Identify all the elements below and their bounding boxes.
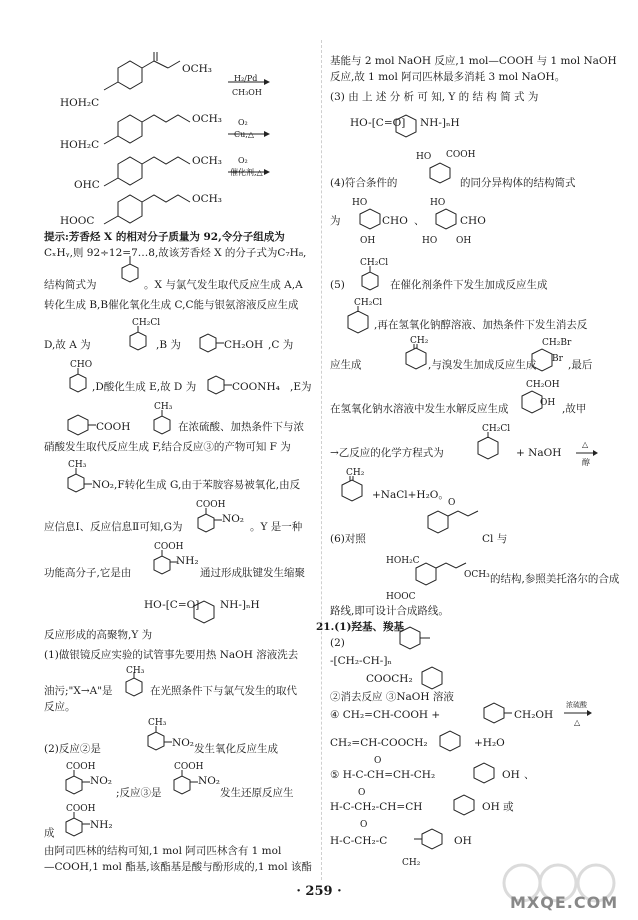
q21-answer-5b-end: OH 或 <box>482 801 514 813</box>
benzaldehyde-structure <box>64 368 94 398</box>
q21-benzyl-alcohol-ring <box>480 700 516 728</box>
isomer1-cho: CHO <box>382 215 408 227</box>
q21-cooch2: COOCH₂ <box>366 673 413 685</box>
reagent-catalyst: 催化剂,△ <box>230 168 263 177</box>
hint-line-2: CₓHᵧ,则 92÷12=7…8,故该芳香烃 X 的分子式为C₇H₈, <box>44 247 307 259</box>
answer-5-line-3c: ,最后 <box>568 359 593 371</box>
answer-2-line-4: 由阿司匹林的结构可知,1 mol 阿司匹林含有 1 mol <box>44 845 282 857</box>
watermark-text: MXQE.COM <box>510 893 619 912</box>
a-ch2cl-label: CH₂Cl <box>132 318 161 328</box>
para-line-3b: 。X 与氯气发生取代反应生成 A,A <box>144 279 303 291</box>
answer-2-line-5: —COOH,1 mol 酯基,该酯基是酸与酚形成的,1 mol 该酯 <box>44 861 312 873</box>
para-line-8: 硝酸发生取代反应生成 F,结合反应③的产物可知 F 为 <box>44 441 291 453</box>
page-number: · 259 · <box>296 884 342 899</box>
e-cooh-label: COOH <box>96 421 131 433</box>
answer-5-line-3b: ,与溴发生加成反应生成 <box>428 359 537 371</box>
part5-benzyl-chloride <box>356 266 386 294</box>
g-no2-label: NO₂ <box>222 513 245 525</box>
answer-2-line-3: 成 <box>44 827 55 839</box>
eq-product <box>336 476 370 506</box>
para-line-5b: ,B 为 <box>156 339 181 351</box>
y-polymer-left: HO-[C=O] <box>350 117 406 129</box>
och3-label-2: OCH₃ <box>192 113 223 125</box>
r3-reactant-no2: NO₂ <box>198 775 221 787</box>
r3-reactant-cooh: COOH <box>174 762 204 772</box>
q21-answer-1: 21.(1)羟基、羧基 <box>316 621 405 633</box>
answer-1-line-2b: 在光照条件下与氯气发生的取代 <box>150 685 297 697</box>
q21-polymer-main: -[CH₂-CH-]ₙ <box>330 655 392 667</box>
eq-ch2cl-label: CH₂Cl <box>482 424 511 434</box>
q21-5a-sep: 、 <box>524 769 535 781</box>
q21-5a-o: O <box>374 756 382 766</box>
q21-5b-o: O <box>358 788 366 798</box>
ohc-label: OHC <box>74 179 100 191</box>
answer-4-line-1: (4)符合条件的 <box>330 177 398 189</box>
right-line-1: 基能与 2 mol NaOH 反应,1 mol—COOH 与 1 mol NaOH <box>330 55 617 67</box>
answer-3-line-1: (3) 由 上 述 分 析 可 知, Y 的 结 构 简 式 为 <box>330 91 539 103</box>
toluene-structure-2 <box>148 410 178 440</box>
eq-product-ch2: CH₂ <box>346 468 365 478</box>
polymer-ring <box>190 598 220 632</box>
g-cooh-label: COOH <box>196 500 226 510</box>
answer-1-line-3: 反应。 <box>44 701 76 713</box>
q21-answer-5b: H-C-CH₂-CH=CH <box>330 801 423 813</box>
answer-5-line-4b: ,故甲 <box>562 403 587 415</box>
benzyl-alcohol-ring <box>196 330 226 356</box>
cyclohexyl-ch2cl-label: CH₂Cl <box>354 298 383 308</box>
part6-chloroketone <box>408 508 528 538</box>
och3-label-1: OCH₃ <box>182 63 213 75</box>
f-no2-label: NO₂ <box>92 479 115 491</box>
q21-5a-ring <box>468 760 504 788</box>
q21-answer-4a: ④ CH₂=CH-COOH + <box>330 709 441 721</box>
answer-5-line-5: →乙反应的化学方程式为 <box>330 447 444 459</box>
answer-5-line-1: (5) <box>330 279 345 291</box>
toluene-ch3-label: CH₃ <box>154 402 173 412</box>
reagent-ch3oh: CH₃OH <box>232 88 262 97</box>
answer-2-line-1b: 发生氧化反应生成 <box>194 743 278 755</box>
och3-label-4: OCH₃ <box>192 193 223 205</box>
answer-5-line-5b: + NaOH <box>516 447 562 459</box>
answer-2-line-1: (2)反应②是 <box>44 743 101 755</box>
isomer2-cho: CHO <box>460 215 486 227</box>
monomer-cooh-label: COOH <box>154 542 184 552</box>
q21-5b-ring <box>448 792 484 820</box>
dibromide-ch2br: CH₂Br <box>542 338 572 348</box>
answer-1-line-1: (1)做银镜反应实验的试管事先要用热 NaOH 溶液洗去 <box>44 649 299 661</box>
reagent-cu: Cu,△ <box>234 130 254 139</box>
diol-oh: OH <box>540 398 556 408</box>
para-line-12: 反应形成的高聚物,Y 为 <box>44 629 153 641</box>
q21-ester-ring <box>434 728 470 756</box>
q21-tolyl-ring <box>390 624 450 654</box>
y-polymer-right: NH-]ₙH <box>420 117 460 129</box>
q21-answer-4b: CH₂OH <box>514 709 554 721</box>
r3-product-nh2: NH₂ <box>90 819 113 831</box>
para-line-3: 结构简式为 <box>44 279 97 291</box>
isomer-separator: 、 <box>414 215 425 227</box>
q21-5c-o: O <box>360 820 368 830</box>
b-ch2oh-label: CH₂OH <box>224 339 264 351</box>
para-line-9: ,F转化生成 G,由于苯胺容易被氧化,由反 <box>114 479 301 491</box>
right-line-2: 反应,故 1 mol 阿司匹林最多消耗 3 mol NaOH。 <box>330 71 566 83</box>
isomer2-ho-bottom: HO <box>422 236 438 246</box>
para-line-11b: 通过形成肽键发生缩聚 <box>200 567 305 579</box>
r2-ch3-label: CH₃ <box>148 718 167 728</box>
para-line-10b: 。Y 是一种 <box>250 521 303 533</box>
q21-5c-ch2: CH₂ <box>402 858 421 868</box>
q21-answer-2b: ②消去反应 ③NaOH 溶液 <box>330 691 454 703</box>
para-line-10: 应信息Ⅰ、反应信息Ⅱ可知,G为 <box>44 521 183 533</box>
reagent-o2-a: O₂ <box>238 118 248 127</box>
ammonium-benzoate-ring <box>204 372 234 398</box>
answer-5-line-4: 在氢氧化钠水溶液中发生水解反应生成 <box>330 403 509 415</box>
isomer1-oh-bottom: OH <box>360 236 376 246</box>
toluene-structure-1 <box>116 256 146 286</box>
eq-cond-bot: 醇 <box>582 458 590 467</box>
r3-product-cooh: COOH <box>66 804 96 814</box>
d-coonh4-label: COONH₄ <box>232 381 280 393</box>
polymer-right: NH-]ₙH <box>220 599 260 611</box>
c-cho-label: CHO <box>70 360 93 370</box>
part5-ch2cl-label: CH₂Cl <box>360 258 389 268</box>
q21-5c-oh: OH <box>454 835 472 847</box>
answer-5-line-2: ,再在氢氧化钠醇溶液、加热条件下发生消去反 <box>374 319 588 331</box>
cyclohexylmethyl-chloride <box>340 306 374 338</box>
answer-2-line-2: ;反应③是 <box>116 787 162 799</box>
para-line-5a: D,故 A 为 <box>44 339 91 351</box>
para-line-7: 在浓硫酸、加热条件下与浓 <box>178 421 304 433</box>
part6-hoh2c: HOH₂C <box>386 556 420 566</box>
eq-reactant <box>472 432 506 464</box>
x-ch3-label: CH₃ <box>126 666 145 676</box>
column-divider <box>321 40 322 880</box>
part6-och3: OCH₃ <box>464 570 490 580</box>
r2-product-no2: NO₂ <box>90 775 113 787</box>
answer-2-line-2b: 发生还原反应生 <box>220 787 294 799</box>
reagent-h2pd: H₂/Pd <box>234 74 258 83</box>
answer-5-line-1b: 在催化剂条件下发生加成反应生成 <box>390 279 548 291</box>
part6-hooc: HOOC <box>386 592 416 602</box>
answer-4-line-2: 为 <box>330 215 341 227</box>
answer-6-line-2: 的结构,参照美托洛尔的合成 <box>490 573 620 585</box>
salicylic-acid-structure <box>426 160 460 188</box>
f-ch3-label: CH₃ <box>68 460 87 470</box>
polymer-left: HO-[C=O] <box>144 599 200 611</box>
answer-5-line-3: 应生成 <box>330 359 362 371</box>
answer-6-line-3: 路线,即可设计合成路线。 <box>330 605 449 617</box>
och3-label-3: OCH₃ <box>192 155 223 167</box>
isomer1-ho-top: HO <box>352 198 368 208</box>
q21-5c-ring <box>414 826 454 854</box>
q21-answer-4c: CH₂=CH-COOCH₂ <box>330 737 428 749</box>
hooc-label: HOOC <box>60 215 95 227</box>
q21-cond-top: 浓硫酸 <box>566 701 587 709</box>
hoh2c-label-1: HOH₂C <box>60 97 100 109</box>
para-line-6b: ,E为 <box>290 381 312 393</box>
answer-6-line-1: (6)对照 <box>330 533 366 545</box>
q21-answer-5c: H-C-CH₂-C <box>330 835 388 847</box>
answer-6-line-1b: Cl 与 <box>482 533 508 545</box>
eq-cond-top: △ <box>582 440 589 449</box>
toluene-structure-3 <box>120 672 150 700</box>
q21-cond-bot: △ <box>574 718 581 727</box>
alkene-ch2-label: CH₂ <box>410 336 429 346</box>
answer-5-line-6: +NaCl+H₂O。 <box>372 489 449 501</box>
part6-o: O <box>448 498 456 508</box>
para-line-11: 功能高分子,它是由 <box>44 567 132 579</box>
r2-no2-label: NO₂ <box>172 737 195 749</box>
y-polymer-ring <box>392 112 422 146</box>
benzoic-acid-ring <box>64 412 98 440</box>
reagent-o2-b: O₂ <box>238 156 248 165</box>
q21-answer-5a: ⑤ H-C-CH=CH-CH₂ <box>330 769 436 781</box>
q21-5a-oh: OH <box>502 769 520 781</box>
q21-answer-4d: +H₂O <box>474 737 505 749</box>
isomer2-ho-top: HO <box>430 198 446 208</box>
para-line-4: 转化生成 B,B催化氧化生成 C,C能与银氨溶液反应生成 <box>44 299 299 311</box>
dibromide-br: Br <box>552 354 563 364</box>
answer-4-line-1b: 的同分异构体的结构简式 <box>460 177 576 189</box>
para-line-5c: ,C 为 <box>268 339 294 351</box>
hint-line-1: 提示:芳香烃 X 的相对分子质量为 92,令分子组成为 <box>44 231 285 243</box>
monomer-nh2-label: NH₂ <box>176 555 199 567</box>
answer-1-line-2: 油污;"X→A"是 <box>44 685 113 697</box>
para-line-6: ,D酸化生成 E,故 D 为 <box>92 381 197 393</box>
diol-ch2oh: CH₂OH <box>526 380 560 390</box>
hoh2c-label-2: HOH₂C <box>60 139 100 151</box>
q21-answer-2-label: (2) <box>330 637 345 649</box>
isomer-target-cooh: COOH <box>446 150 476 160</box>
isomer2-oh-bottom: OH <box>456 236 472 246</box>
isomer-target-ho: HO <box>416 152 432 162</box>
benzyl-chloride-structure <box>124 326 154 356</box>
r2-product-cooh: COOH <box>66 762 96 772</box>
